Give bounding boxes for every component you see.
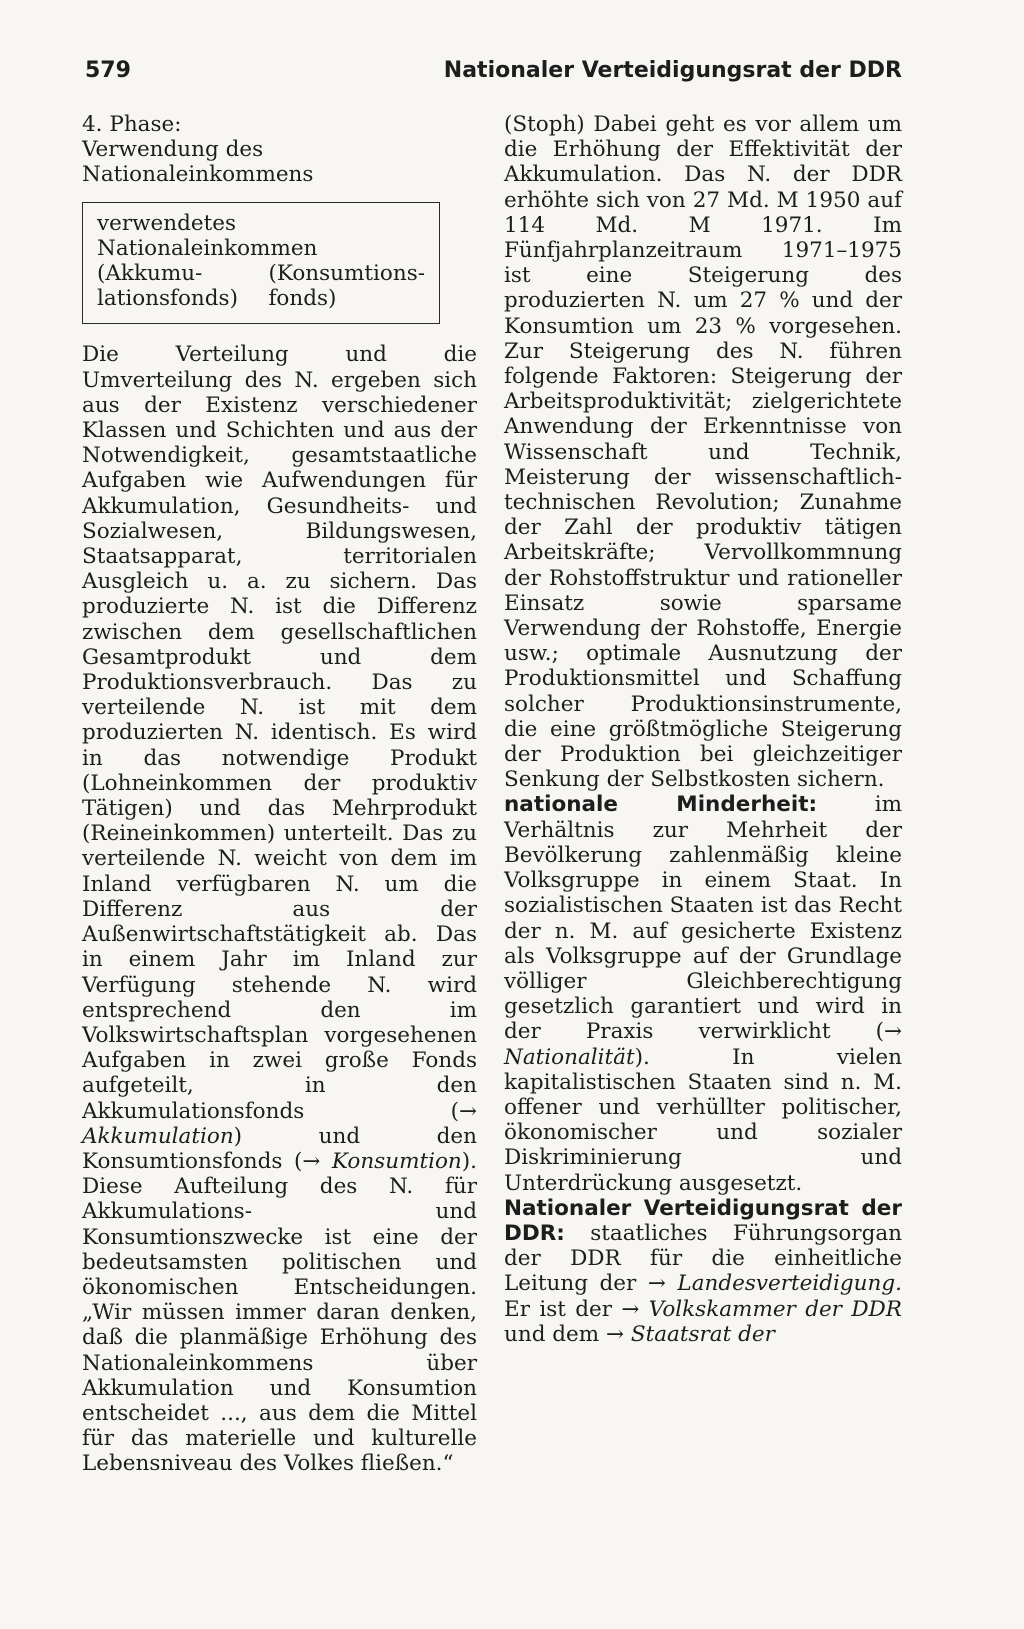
running-header — [85, 58, 902, 83]
left-column — [82, 112, 477, 1477]
crossref-landesverteidigung[interactable]: → Landesverteidigung. — [647, 1271, 902, 1297]
minderheit-text-2: ). In vielen kapitalistischen Staaten sind n. M. offener und verhüllter politischer, ökonomischer und sozialer Diskriminierung und Unterdrückung ausgesetzt. — [504, 1044, 902, 1196]
consumption-fund-label — [268, 261, 425, 311]
diagram-line-1: verwendetes — [97, 210, 237, 236]
phase-label: 4. Phase: — [82, 112, 182, 137]
vrat-text-2: Er ist der — [504, 1296, 622, 1322]
entry-nationaler-verteidigungsrat — [504, 1196, 902, 1347]
consumption-fund-line-2: fonds) — [268, 286, 337, 312]
crossref-staatsrat[interactable]: → Staatsrat der — [606, 1321, 775, 1347]
distribution-text-3: ). Diese Aufteilung des N. für Akkumulations- und Konsumtionszwecke ist eine der bedeutsamsten politischen und ökonomischen Entscheidungen. „Wir müssen immer daran denken, daß die planmäßige Erhöhung des Nationaleinkommens über Akkumulation und Konsumtion entscheidet ..., aus dem die Mittel für das materielle und kulturelle Lebensniveau des Volkes fließen.“ — [82, 1148, 477, 1477]
distribution-text-2: ) und den Konsumtionsfonds ( — [82, 1123, 477, 1174]
accumulation-fund-label — [97, 261, 238, 311]
headword-nationale-minderheit: nationale Minderheit: — [504, 792, 818, 818]
diagram-line-2: Nationaleinkommen — [97, 235, 318, 261]
income-use-diagram — [82, 202, 440, 325]
minderheit-text-1: im Verhältnis zur Mehrheit der Bevölkerung zahlenmäßig kleine Volksgruppe in einem Staat. In sozialistischen Staaten ist das Recht der n. M. auf gesicherte Existenz als Volksgruppe auf der Grundlage völliger Gleichberechtigung gesetzlich garantiert und wird in der Praxis verwirklicht ( — [504, 792, 902, 1045]
crossref-volkskammer[interactable]: → Volkskammer der DDR — [621, 1296, 902, 1322]
headword-nationaler-verteidigungsrat: Nationaler Verteidigungsrat der DDR: — [504, 1195, 902, 1246]
distribution-text-1: Die Verteilung und die Umverteilung des N. ergeben sich aus der Existenz verschiedener Klassen und Schichten und aus der Notwendigkeit, gesamtstaatliche Aufgaben wie Aufwendungen für Akkumulation, Gesundheits- und Sozialwesen, Bildungswesen, Staatsapparat, territorialen Ausgleich u. a. zu sichern. Das produzierte N. ist die Differenz zwischen dem gesellschaftlichen Gesamtprodukt und dem Produktionsverbrauch. Das zu verteilende N. ist mit dem produzierten N. identisch. Es wird in das notwendige Produkt (Lohneinkommen der produktiv Tätigen) und das Mehrprodukt (Reineinkommen) unterteilt. Das zu verteilende N. weicht von dem im Inland verfügbaren N. um die Differenz aus der Außenwirtschaftstätigkeit ab. Das in einem Jahr im Inland zur Verfügung stehende N. wird entsprechend den im Volkswirtschaftsplan vorgesehenen Aufgaben in zwei große Fonds aufgeteilt, in den Akkumulationsfonds ( — [82, 342, 477, 1124]
distribution-paragraph — [82, 342, 477, 1476]
right-column — [504, 112, 902, 1347]
entry-nationale-minderheit — [504, 792, 902, 1195]
crossref-akkumulation[interactable]: → Akkumulation — [82, 1098, 477, 1149]
phase-title-line-2: Nationaleinkommens — [82, 162, 314, 188]
crossref-konsumtion[interactable]: → Konsumtion — [302, 1148, 462, 1174]
crossref-nationalitaet[interactable]: → Nationalität — [504, 1019, 902, 1070]
vrat-text-3: und dem — [504, 1321, 606, 1347]
page-number: 579 — [85, 58, 131, 83]
continuation-paragraph: (Stoph) Dabei geht es vor allem um die Erhöhung der Effektivität der Akkumulation. Das N. der DDR erhöhte sich von 27 Md. M 1950 auf 114 Md. M 1971. Im Fünfjahrplanzeitraum 1971–1975 ist eine Steigerung des produzierten N. um 27 % und der Konsumtion um 23 % vorgesehen. Zur Steigerung des N. führen folgende Faktoren: Steigerung der Arbeitsproduktivität; zielgerichtete Anwendung der Erkenntnisse von Wissenschaft und Technik, Meisterung der wissenschaftlich-technischen Revolution; Zunahme der Zahl der produktiv tätigen Arbeitskräfte; Vervollkommnung der Rohstoffstruktur und rationeller Einsatz sowie sparsame Verwendung der Rohstoffe, Energie usw.; optimale Ausnutzung der Produktionsmittel und Schaffung solcher Produktionsinstrumente, die eine größtmögliche Steigerung der Produktion bei gleichzeitiger Senkung der Selbstkosten sichern. — [504, 112, 902, 793]
phase-title-line-1: Verwendung des — [82, 137, 264, 163]
vrat-text-1: staatliches Führungsorgan der DDR für die einheitliche Leitung der — [504, 1220, 902, 1297]
diagram-fonds-row — [97, 261, 425, 311]
running-title: Nationaler Verteidigungsrat der DDR — [443, 58, 902, 83]
accumulation-fund-line-2: lationsfonds) — [97, 286, 238, 312]
consumption-fund-line-1: (Konsumtions- — [268, 261, 425, 287]
accumulation-fund-line-1: (Akkumu- — [97, 261, 203, 287]
